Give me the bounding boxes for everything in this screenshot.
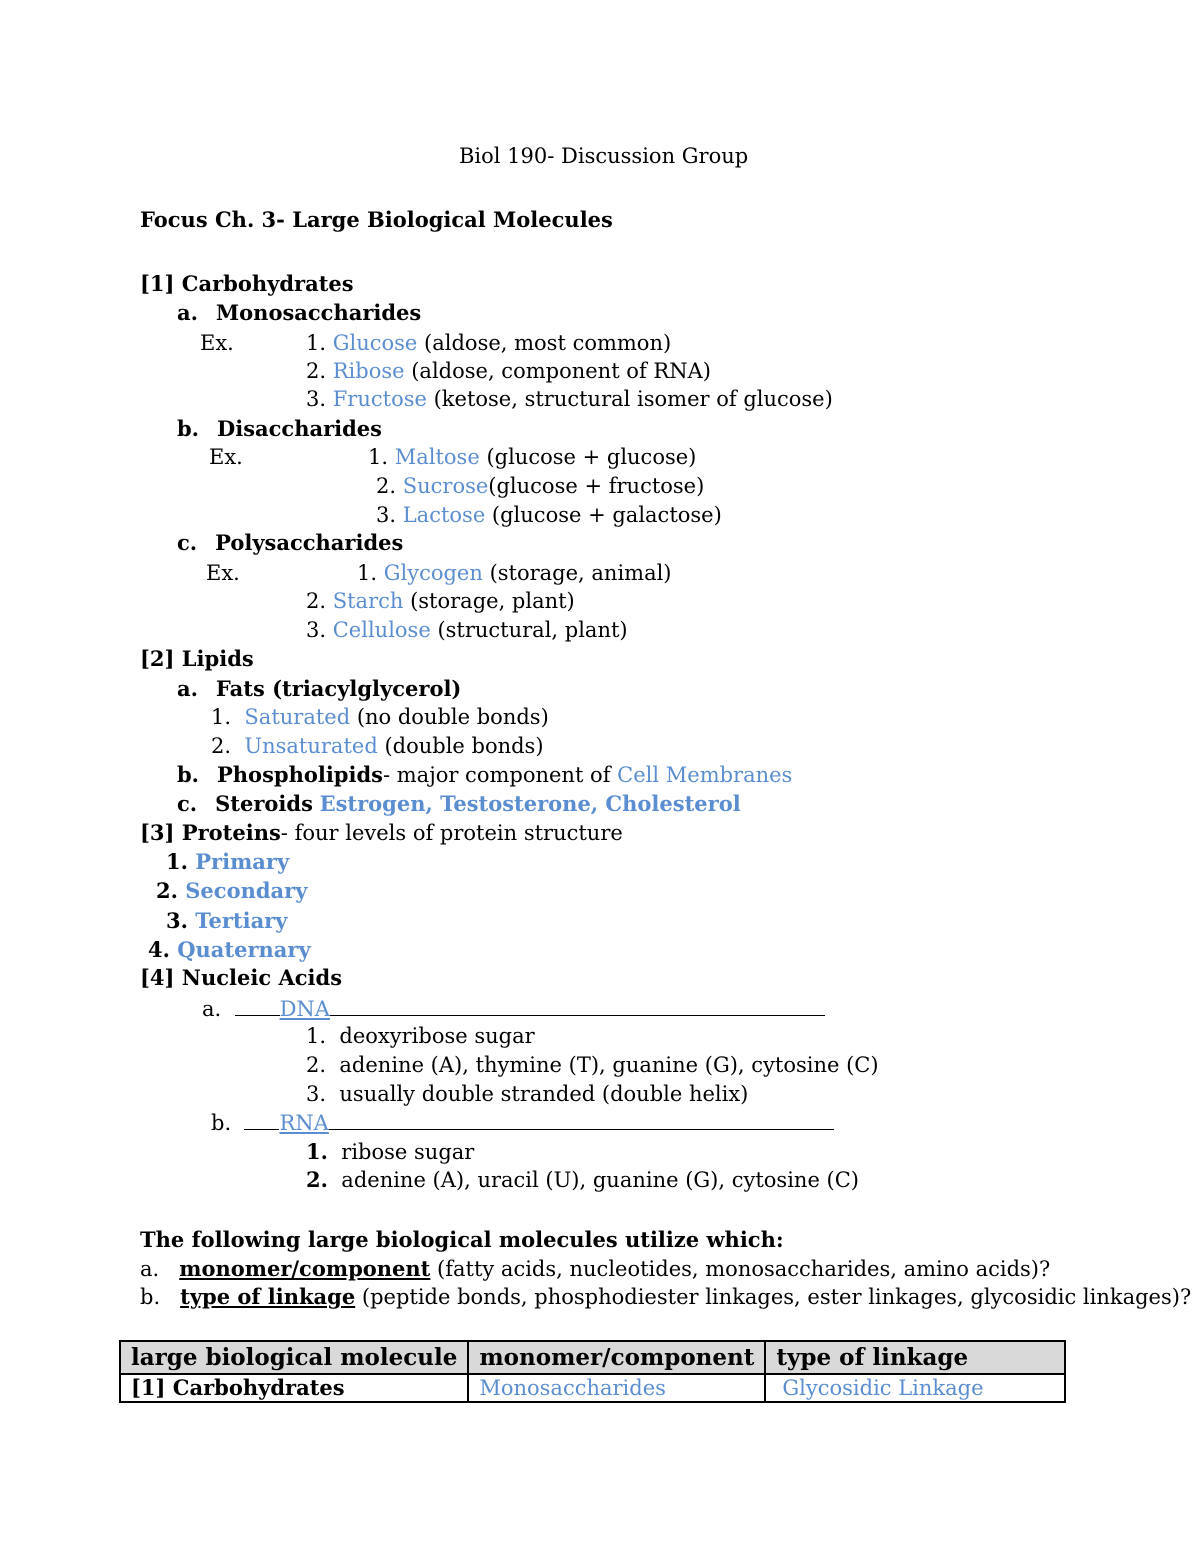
section-nucleic-acids-heading: [4] Nucleic Acids bbox=[140, 965, 343, 990]
answer-text: Starch bbox=[332, 589, 404, 613]
list-item: 2. Secondary bbox=[156, 878, 308, 903]
list-item: 2. adenine (A), uracil (U), guanine (G), cytosine (C) bbox=[306, 1167, 859, 1192]
table-row bbox=[120, 1374, 1065, 1402]
list-item: 2. adenine (A), thymine (T), guanine (G), cytosine (C) bbox=[306, 1053, 879, 1077]
list-item: 1. Maltose (glucose + glucose) bbox=[368, 445, 697, 469]
list-item: 1. Glucose (aldose, most common) bbox=[306, 331, 672, 355]
polysaccharides-label: Polysaccharides bbox=[215, 530, 404, 555]
phospholipids-label: Phospholipids bbox=[217, 762, 383, 787]
rna-line: b. RNA bbox=[211, 1109, 834, 1136]
dna-line: a. DNA bbox=[202, 995, 825, 1022]
list-item: 2. Starch (storage, plant) bbox=[306, 589, 575, 613]
example-label: Ex. bbox=[206, 561, 240, 585]
answer-text: Primary bbox=[195, 849, 290, 874]
answer-text: Sucrose bbox=[402, 474, 489, 498]
fats-label: Fats (triacylglycerol) bbox=[215, 676, 462, 701]
answer-text: DNA bbox=[279, 997, 330, 1021]
answer-text: Secondary bbox=[185, 878, 308, 903]
steroids-label: Steroids bbox=[215, 791, 313, 816]
section-carbohydrates-heading: [1] Carbohydrates bbox=[140, 271, 354, 296]
list-item: 1. ribose sugar bbox=[306, 1139, 475, 1164]
list-item: 3. usually double stranded (double helix) bbox=[306, 1082, 749, 1106]
answer-text: Fructose bbox=[332, 387, 427, 411]
list-item: 2. Ribose (aldose, component of RNA) bbox=[306, 359, 711, 383]
phospholipids-line: b. Phospholipids- major component of Cell Membranes bbox=[177, 762, 793, 787]
disaccharides-label: Disaccharides bbox=[217, 416, 382, 441]
fats-heading bbox=[177, 676, 461, 702]
section-lipids-heading: [2] Lipids bbox=[140, 646, 254, 671]
list-item: 1. Saturated (no double bonds) bbox=[211, 705, 549, 729]
page-title: Biol 190- Discussion Group bbox=[459, 144, 749, 168]
list-item: 1. deoxyribose sugar bbox=[306, 1024, 535, 1048]
list-letter: a. bbox=[177, 676, 198, 701]
answer-text: Ribose bbox=[332, 359, 405, 383]
answer-text: Glucose bbox=[332, 331, 418, 355]
list-item: 4. Quaternary bbox=[148, 937, 311, 962]
section-proteins-heading: [3] Proteins- four levels of protein structure bbox=[140, 820, 623, 845]
monosaccharides-label: Monosaccharides bbox=[215, 300, 422, 325]
table-cell: Monosaccharides bbox=[468, 1374, 765, 1402]
answer-text: Estrogen, Testosterone, Cholesterol bbox=[319, 791, 741, 816]
answer-text: Tertiary bbox=[195, 908, 288, 933]
list-item: 1. Primary bbox=[166, 849, 290, 874]
question-a: a. monomer/component (fatty acids, nucleotides, monosaccharides, amino acids)? bbox=[140, 1256, 1051, 1281]
table-header-row bbox=[120, 1341, 1065, 1374]
answer-text: Lactose bbox=[402, 503, 486, 527]
example-label: Ex. bbox=[200, 331, 234, 355]
molecule-table bbox=[119, 1340, 1066, 1403]
answer-text: Unsaturated bbox=[244, 734, 378, 758]
table-header-cell: large biological molecule bbox=[120, 1341, 468, 1374]
focus-heading: Focus Ch. 3- Large Biological Molecules bbox=[140, 207, 613, 232]
list-item: 1. Glycogen (storage, animal) bbox=[357, 561, 672, 585]
list-item: 3. Tertiary bbox=[166, 908, 288, 933]
list-letter: b. bbox=[177, 416, 199, 441]
answer-text: Cell Membranes bbox=[617, 763, 793, 787]
list-item: 3. Cellulose (structural, plant) bbox=[306, 618, 628, 642]
list-item: 3. Lactose (glucose + galactose) bbox=[376, 503, 722, 527]
answer-text: RNA bbox=[279, 1111, 329, 1135]
disaccharides-heading bbox=[177, 416, 382, 442]
list-item: 3. Fructose (ketose, structural isomer of glucose) bbox=[306, 387, 833, 411]
list-item: 2. Unsaturated (double bonds) bbox=[211, 734, 544, 758]
list-letter: a. bbox=[177, 300, 198, 325]
table-header-cell: monomer/component bbox=[468, 1341, 765, 1374]
question-b: b. type of linkage (peptide bonds, phosphodiester linkages, ester linkages, glycosidic linkages)? bbox=[140, 1284, 1192, 1309]
list-letter: c. bbox=[177, 530, 198, 555]
answer-text: Glycogen bbox=[383, 561, 483, 585]
question-term: type of linkage bbox=[180, 1284, 356, 1309]
list-item: 2. Sucrose(glucose + fructose) bbox=[376, 474, 705, 498]
steroids-line: c. Steroids Estrogen, Testosterone, Cholesterol bbox=[177, 791, 741, 816]
answer-text: Maltose bbox=[394, 445, 480, 469]
polysaccharides-heading bbox=[177, 530, 403, 556]
table-cell: [1] Carbohydrates bbox=[120, 1374, 468, 1402]
example-label: Ex. bbox=[209, 445, 243, 469]
table-header-cell: type of linkage bbox=[765, 1341, 1065, 1374]
monosaccharides-heading bbox=[177, 300, 421, 326]
answer-text: Quaternary bbox=[177, 937, 311, 962]
answer-text: Saturated bbox=[244, 705, 351, 729]
question-intro: The following large biological molecules utilize which: bbox=[140, 1227, 784, 1252]
table-cell: Glycosidic Linkage bbox=[765, 1374, 1065, 1402]
question-term: monomer/component bbox=[179, 1256, 431, 1281]
answer-text: Cellulose bbox=[332, 618, 431, 642]
